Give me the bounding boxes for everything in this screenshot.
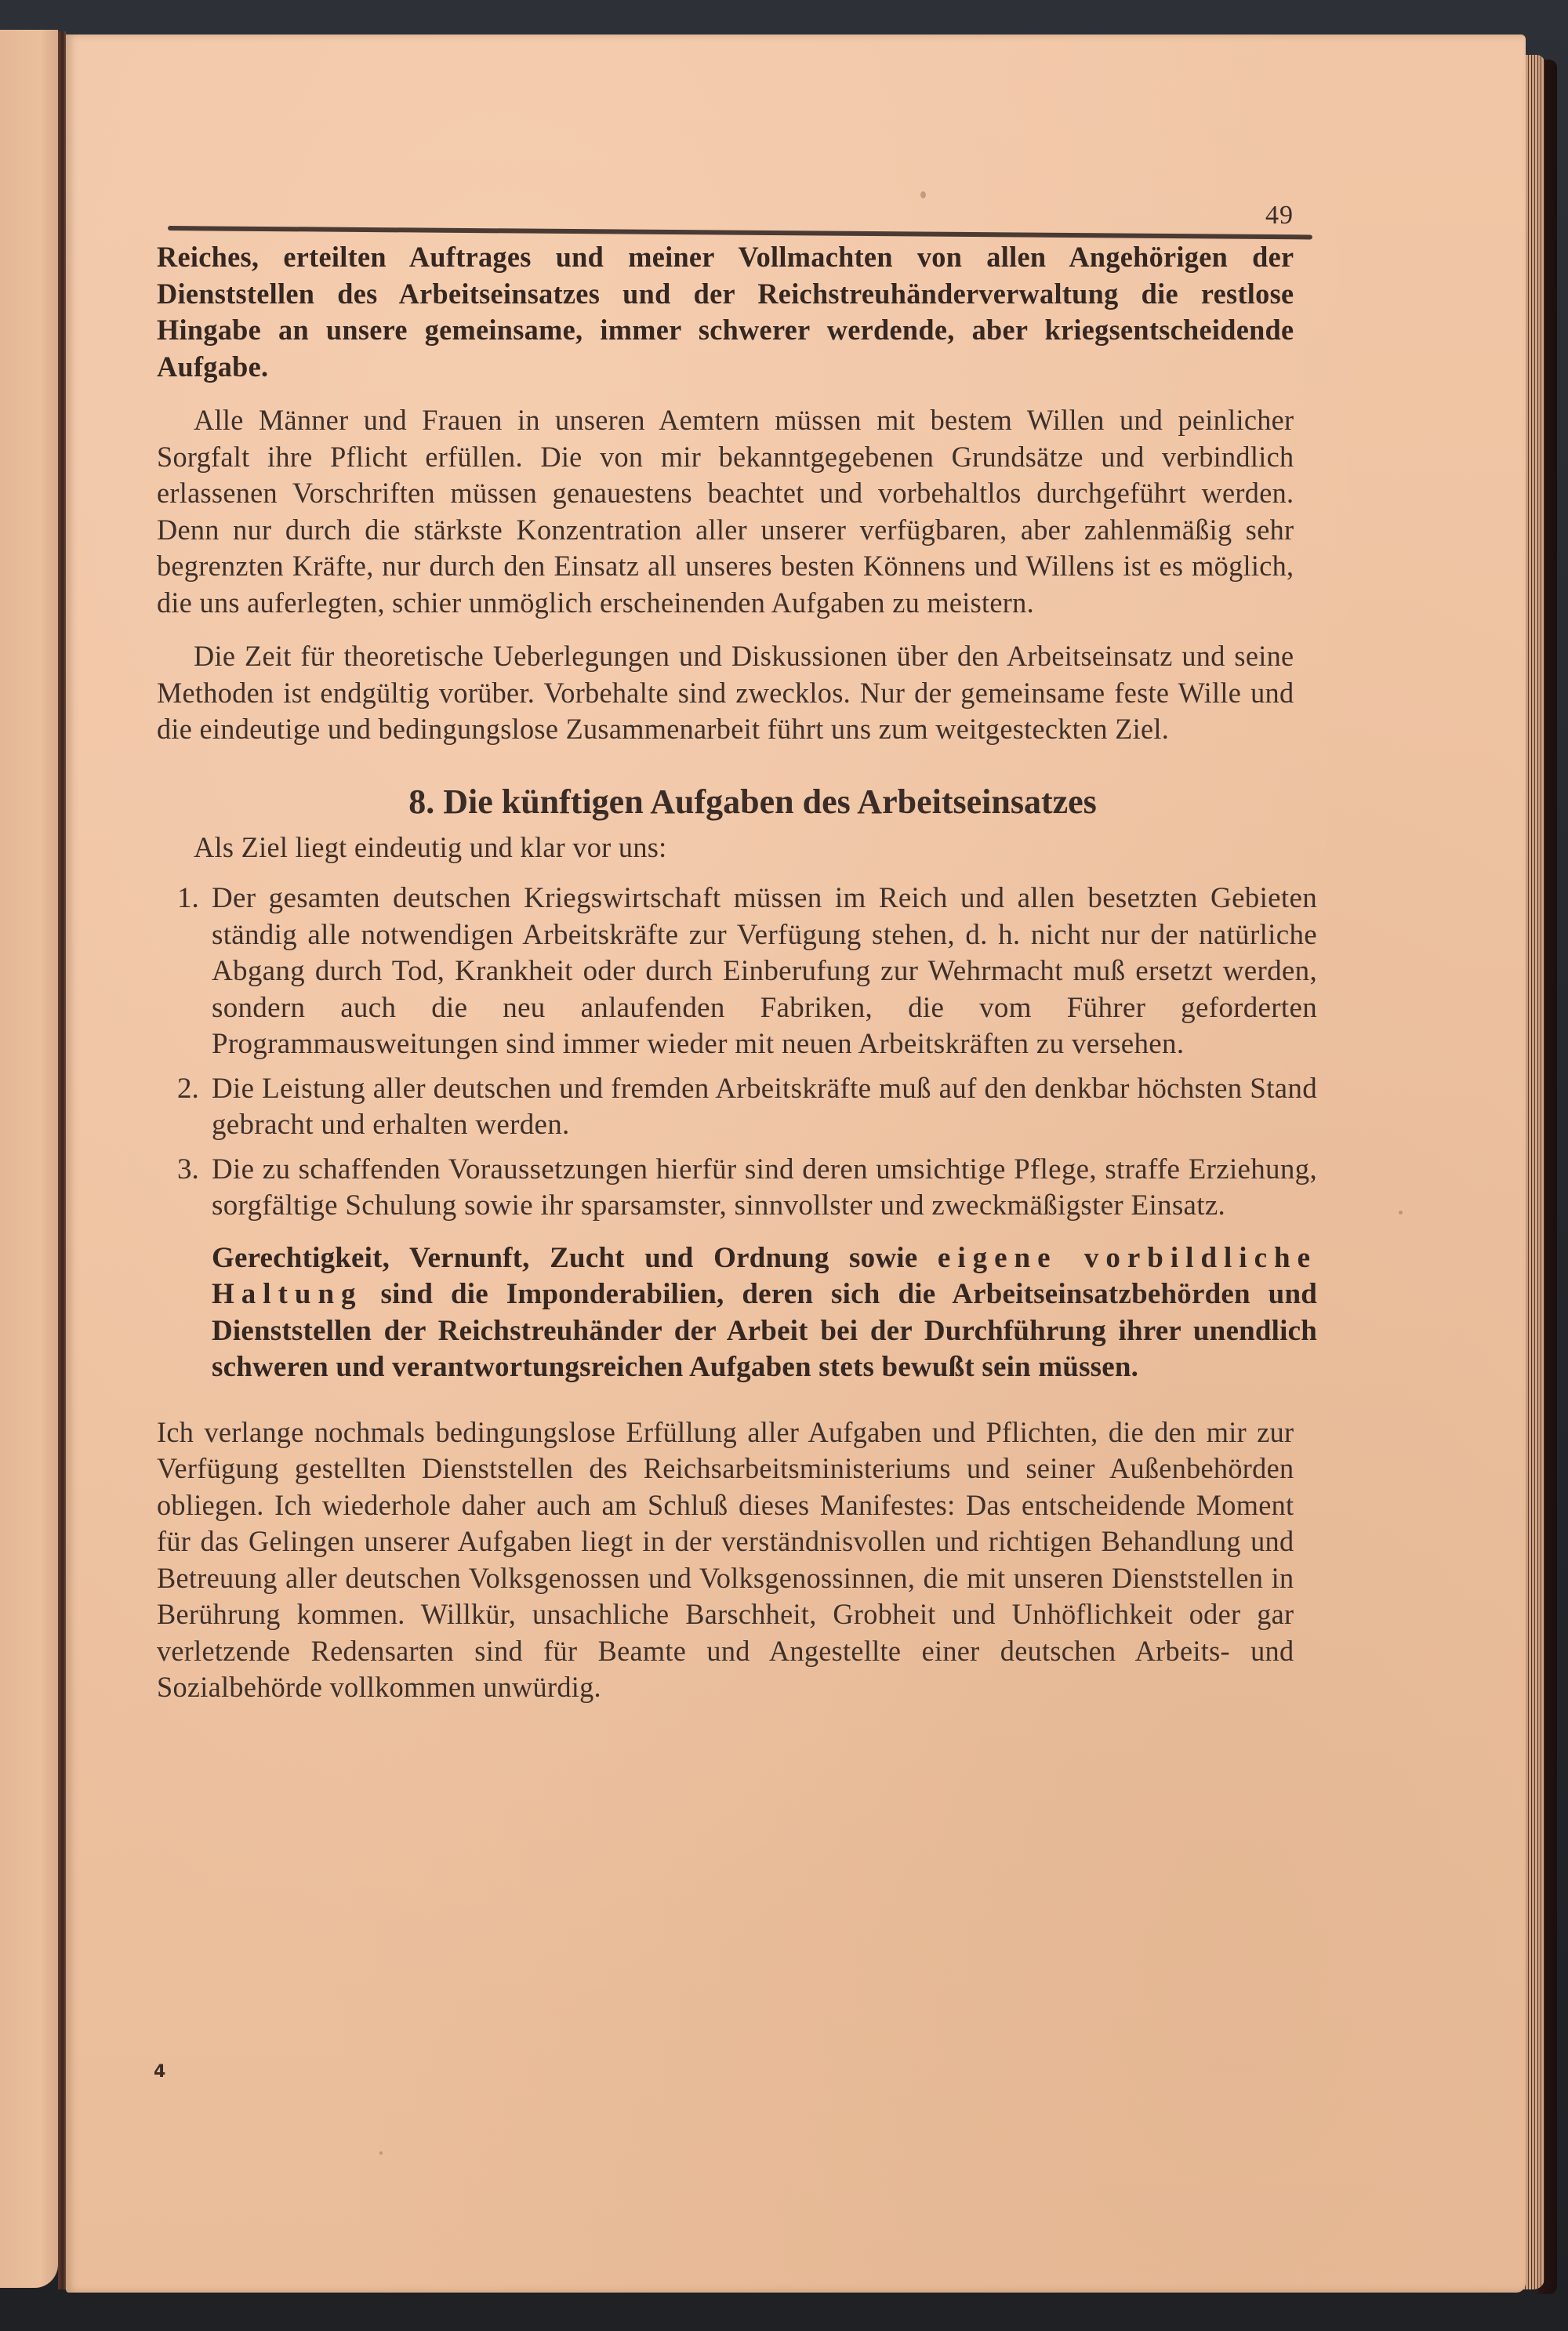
bold-rest: sind die Imponderabilien, deren sich die Arbeitseinsatzbehörden und Dienststellen der Reichstreuhänder der Arbeit bei der Durchführung ihrer unendlich schweren und verantwortungsreichen Aufgaben stets bewußt sein müssen. bbox=[212, 1278, 1317, 1383]
page-content bbox=[157, 240, 1317, 1707]
bold-lead: Gerechtigkeit, Vernunft, Zucht und Ordnung sowie bbox=[212, 1241, 918, 1274]
goal-list bbox=[157, 880, 1317, 1225]
header-rule bbox=[168, 226, 1312, 239]
list-item-number: 1. bbox=[177, 882, 199, 914]
paper-speck bbox=[1399, 1211, 1403, 1215]
list-item-text: Die Leistung aller deutschen und fremden Arbeitskräfte muß auf den denkbar höchsten Stand gebracht und erhalten werden. bbox=[212, 1072, 1317, 1141]
closing-paragraph: Ich verlange nochmals bedingungslose Erfüllung aller Aufgaben und Pflichten, die den mir zur Verfügung gestellten Dienststellen des Reichsarbeitsministeriums und seiner Außenbehörden obliegen. Ich wiederhole daher auch am Schluß dieses Manifestes: Das entscheidende Moment für das Gelingen unserer Aufgaben liegt in der verständnisvollen und richtigen Behandlung und Betreuung aller deutschen Volksgenossen und Volksgenossinnen, die mit unseren Dienststellen in Berührung kommen. Willkür, unsachliche Barschheit, Grobheit und Unhöflichkeit oder gar verletzende Redensarten sind für Beamte und Angestellte einer deutschen Arbeits- und Sozialbehörde vollkommen unwürdig. bbox=[157, 1416, 1294, 1704]
page-number-top: 49 bbox=[1265, 201, 1294, 230]
book-page bbox=[66, 34, 1526, 2293]
paragraph-continuation: Reiches, erteilten Auftrages und meiner Vollmachten von allen Angehörigen der Dienststellen des Arbeitseinsatzes und der Reichstreuhänderverwaltung die restlose Hingabe an unsere gemeinsame, immer schwerer werdende, aber kriegsentscheidende Aufgabe. bbox=[157, 241, 1294, 383]
list-item-text: Die zu schaffenden Voraussetzungen hierfür sind deren umsichtige Pflege, straffe Erziehung, sorgfältige Schulung sowie ihr sparsamster, sinnvollster und zweckmäßigster Einsatz. bbox=[212, 1153, 1317, 1222]
paper-speck bbox=[379, 2151, 383, 2155]
book-gutter bbox=[58, 31, 66, 2289]
page-number-bottom: 4 bbox=[154, 2062, 166, 2082]
section-heading: 8. Die künftigen Aufgaben des Arbeitseinsatzes bbox=[408, 782, 1097, 821]
bold-principles-paragraph bbox=[157, 1240, 1317, 1386]
left-page-edge bbox=[0, 30, 58, 2288]
list-item bbox=[157, 1071, 1317, 1144]
spaced-emphasis: eigene vorbildliche Haltung bbox=[212, 1241, 1318, 1310]
list-item-number: 3. bbox=[177, 1153, 199, 1185]
paper-speck bbox=[920, 191, 926, 198]
list-item bbox=[157, 880, 1317, 1063]
section-intro: Als Ziel liegt eindeutig und klar vor uns: bbox=[194, 831, 667, 864]
list-item bbox=[157, 1152, 1317, 1225]
list-item-text: Der gesamten deutschen Kriegswirtschaft müssen im Reich und allen besetzten Gebieten ständig alle notwendigen Arbeitskräfte zur Verfügung stehen, d. h. nicht nur der natürliche Abgang durch Tod, Krankheit oder durch Einberufung zur Wehrmacht muß ersetzt werden, sondern auch die neu anlaufenden Fabriken, die vom Führer geforderten Programmausweitungen sind immer wieder mit neuen Arbeitskräften zu versehen. bbox=[212, 882, 1317, 1060]
list-item-number: 2. bbox=[177, 1072, 199, 1105]
paragraph-duty: Alle Männer und Frauen in unseren Aemtern müssen mit bestem Willen und peinlicher Sorgfalt ihre Pflicht erfüllen. Die von mir bekanntgegebenen Grundsätze und verbindlich erlassenen Vorschriften müssen genauestens beachtet und vorbehaltlos durchgeführt werden. Denn nur durch die stärkste Konzentration aller unserer verfügbaren, aber zahlenmäßig sehr begrenzten Kräfte, nur durch den Einsatz all unseres besten Könnens und Willens ist es möglich, die uns auferlegten, schier unmöglich erscheinenden Aufgaben zu meistern. bbox=[157, 405, 1294, 619]
paragraph-time: Die Zeit für theoretische Ueberlegungen und Diskussionen über den Arbeitseinsatz und seine Methoden ist endgültig vorüber. Vorbehalte sind zwecklos. Nur der gemeinsame feste Wille und die eindeutige und bedingungslose Zusammenarbeit führt uns zum weitgesteckten Ziel. bbox=[157, 641, 1294, 746]
